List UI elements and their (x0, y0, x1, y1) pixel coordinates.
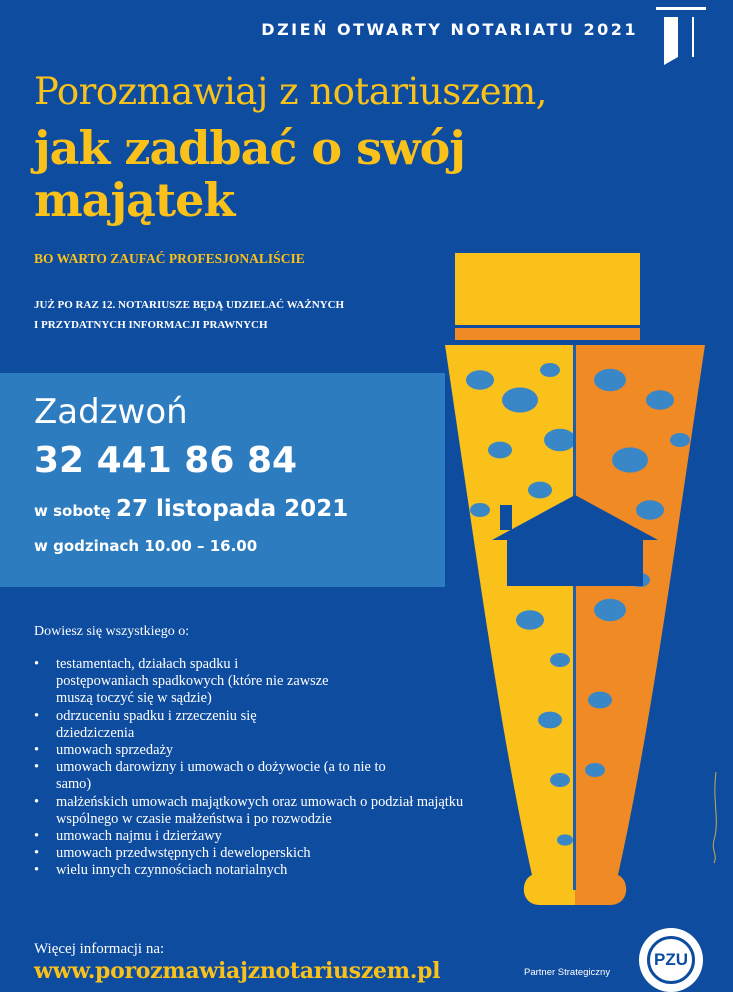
ornament (588, 692, 612, 709)
headline-bold (34, 122, 465, 226)
ornament (636, 500, 664, 520)
ornament (670, 433, 690, 447)
ornament (550, 653, 570, 667)
more-info-label: Więcej informacji na: (34, 941, 165, 957)
ornament (540, 363, 560, 377)
ornament (528, 482, 552, 499)
ornament (646, 390, 674, 410)
ornament (502, 387, 538, 412)
ornament (557, 834, 573, 845)
list-item: • umowach darowizny i umowach o dożywocie (a to nie to samo) (34, 759, 424, 793)
ornament (544, 429, 576, 451)
intro-line1: JUŻ PO RAZ 12. NOTARIUSZE BĘDĄ UDZIELAĆ WAŻNYCH (34, 299, 345, 311)
notary-logo-icon (656, 7, 708, 67)
headline-line2: jak zadbać o swój (34, 121, 465, 175)
partner-label: Partner Strategiczny (524, 967, 611, 978)
hours-value: 10.00 – 16.00 (144, 537, 258, 555)
list-item: • testamentach, działach spadku i postępowaniach spadkowych (które nie zawsze muszą toczyć się w sądzie) (34, 656, 334, 708)
ornament (538, 712, 562, 729)
event-title: DZIEŃ OTWARTY NOTARIATU 2021 (261, 20, 638, 39)
ornament (594, 369, 626, 391)
ornament (550, 773, 570, 787)
subtitle: BO WARTO ZAUFAĆ PROFESJONALIŚCIE (34, 251, 305, 266)
topics-list (34, 656, 474, 880)
website-link[interactable]: www.porozmawiajznotariuszem.pl (34, 958, 441, 984)
pzu-logo-text: PZU (647, 936, 695, 984)
list-item: • umowach najmu i dzierżawy (34, 828, 474, 845)
phone-number: 32 441 86 84 (34, 440, 298, 481)
date-prefix: w sobotę (34, 502, 111, 520)
intro-line2: I PRZYDATNYCH INFORMACJI PRAWNYCH (34, 319, 268, 331)
intro-text (34, 295, 344, 335)
ornament (612, 447, 648, 472)
list-item: • odrzuceniu spadku i zrzeczeniu się dziedziczenia (34, 708, 324, 742)
pzu-logo (639, 928, 703, 992)
ornament (466, 370, 494, 390)
pen-nib-illustration (440, 250, 710, 910)
topics-heading: Dowiesz się wszystkiego o: (34, 624, 190, 639)
list-item: • umowach sprzedaży (34, 742, 474, 759)
date-value: 27 listopada 2021 (115, 496, 349, 522)
ornament (488, 442, 512, 459)
call-hours (34, 537, 257, 555)
call-date (34, 496, 348, 522)
ornament (594, 599, 626, 621)
ornament (470, 503, 490, 517)
list-item: • wielu innych czynnościach notarialnych (34, 862, 474, 879)
hours-prefix: w godzinach (34, 537, 140, 555)
headline-line3: majątek (34, 173, 235, 227)
ornament (516, 610, 544, 630)
list-item: • umowach przedwstępnych i deweloperskich (34, 845, 474, 862)
headline-line1: Porozmawiaj z notariuszem, (34, 70, 547, 113)
list-item: • małżeńskich umowach majątkowych oraz umowach o podział majątku wspólnego w czasie małżeństwa i po rozwodzie (34, 794, 464, 828)
call-label: Zadzwoń (34, 392, 188, 432)
signature (708, 770, 724, 865)
ornament (585, 763, 605, 777)
